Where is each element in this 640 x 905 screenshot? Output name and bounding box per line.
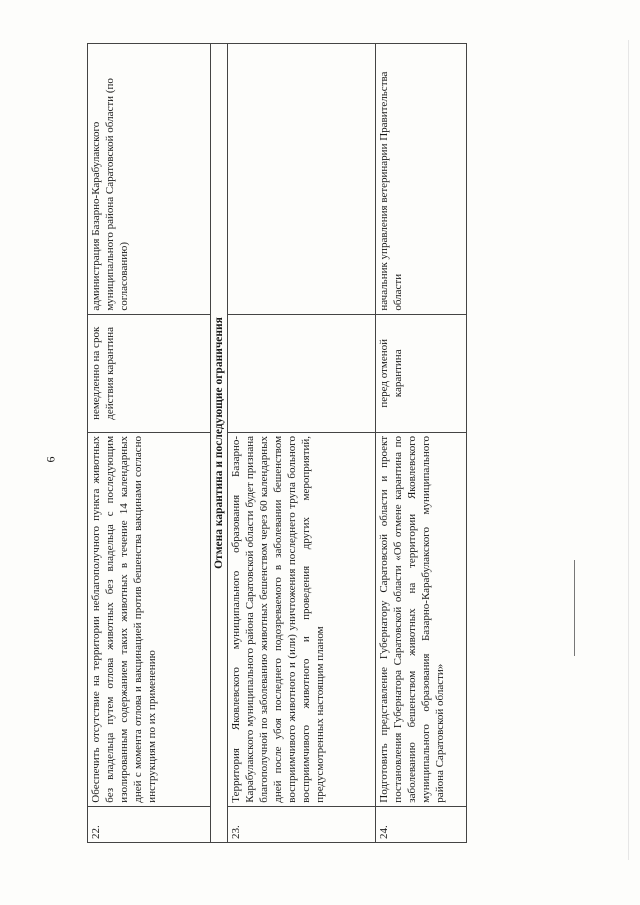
deadline-text: перед отменой карантина <box>376 314 467 432</box>
measures-table <box>87 43 467 843</box>
row-number: 23. <box>228 806 376 842</box>
deadline-text: немедленно на срок действия карантина <box>88 314 211 432</box>
responsible-text <box>228 44 376 315</box>
section-heading: Отмена карантина и последующие ограничения <box>211 44 228 843</box>
measure-text: Обеспечить отсутствие на территории неблагополучного пункта животных без владельца путем отлова животных без владельца с последующим изолированным содержанием таких животных в течение 14 календарных дней с момента отлова и вакцинацией против бешенства вакцинами согласно инструкциям по их применению <box>88 432 211 806</box>
section-row <box>211 44 228 843</box>
row-number: 22. <box>88 806 211 842</box>
table-row <box>376 44 467 843</box>
deadline-text <box>228 314 376 432</box>
responsible-text: администрация Базарно-Карабулакского муниципального района Саратовской области (по согласованию) <box>88 44 211 315</box>
scan-edge <box>628 40 629 860</box>
footer-rule <box>574 560 575 656</box>
responsible-text: начальник управления ветеринарии Правительства области <box>376 44 467 315</box>
rotated-plan-table <box>87 43 457 843</box>
table-row <box>228 44 376 843</box>
page-number: 6 <box>43 456 58 463</box>
measure-text: Подготовить представление Губернатору Саратовской области и проект постановления Губернатора Саратовской области «Об отмене карантина по заболеванию бешенством животных на территории Яковлевского муниципального образования Базарно-Карабулакского муниципального района Саратовской области» <box>376 432 467 806</box>
table-row <box>88 44 211 843</box>
measure-text: Территория Яковлевского муниципального образования Базарно-Карабулакского муниципального района Саратовской области будет признана благополучной по заболеванию животных бешенством через 60 календарных дней после убоя последнего подозреваемого в заболевании бешенством восприимчивого животного и (или) уничтожения последнего трупа больного восприимчивого животного и проведения других мероприятий, предусмотренных настоящим планом <box>228 432 376 806</box>
row-number: 24. <box>376 806 467 842</box>
